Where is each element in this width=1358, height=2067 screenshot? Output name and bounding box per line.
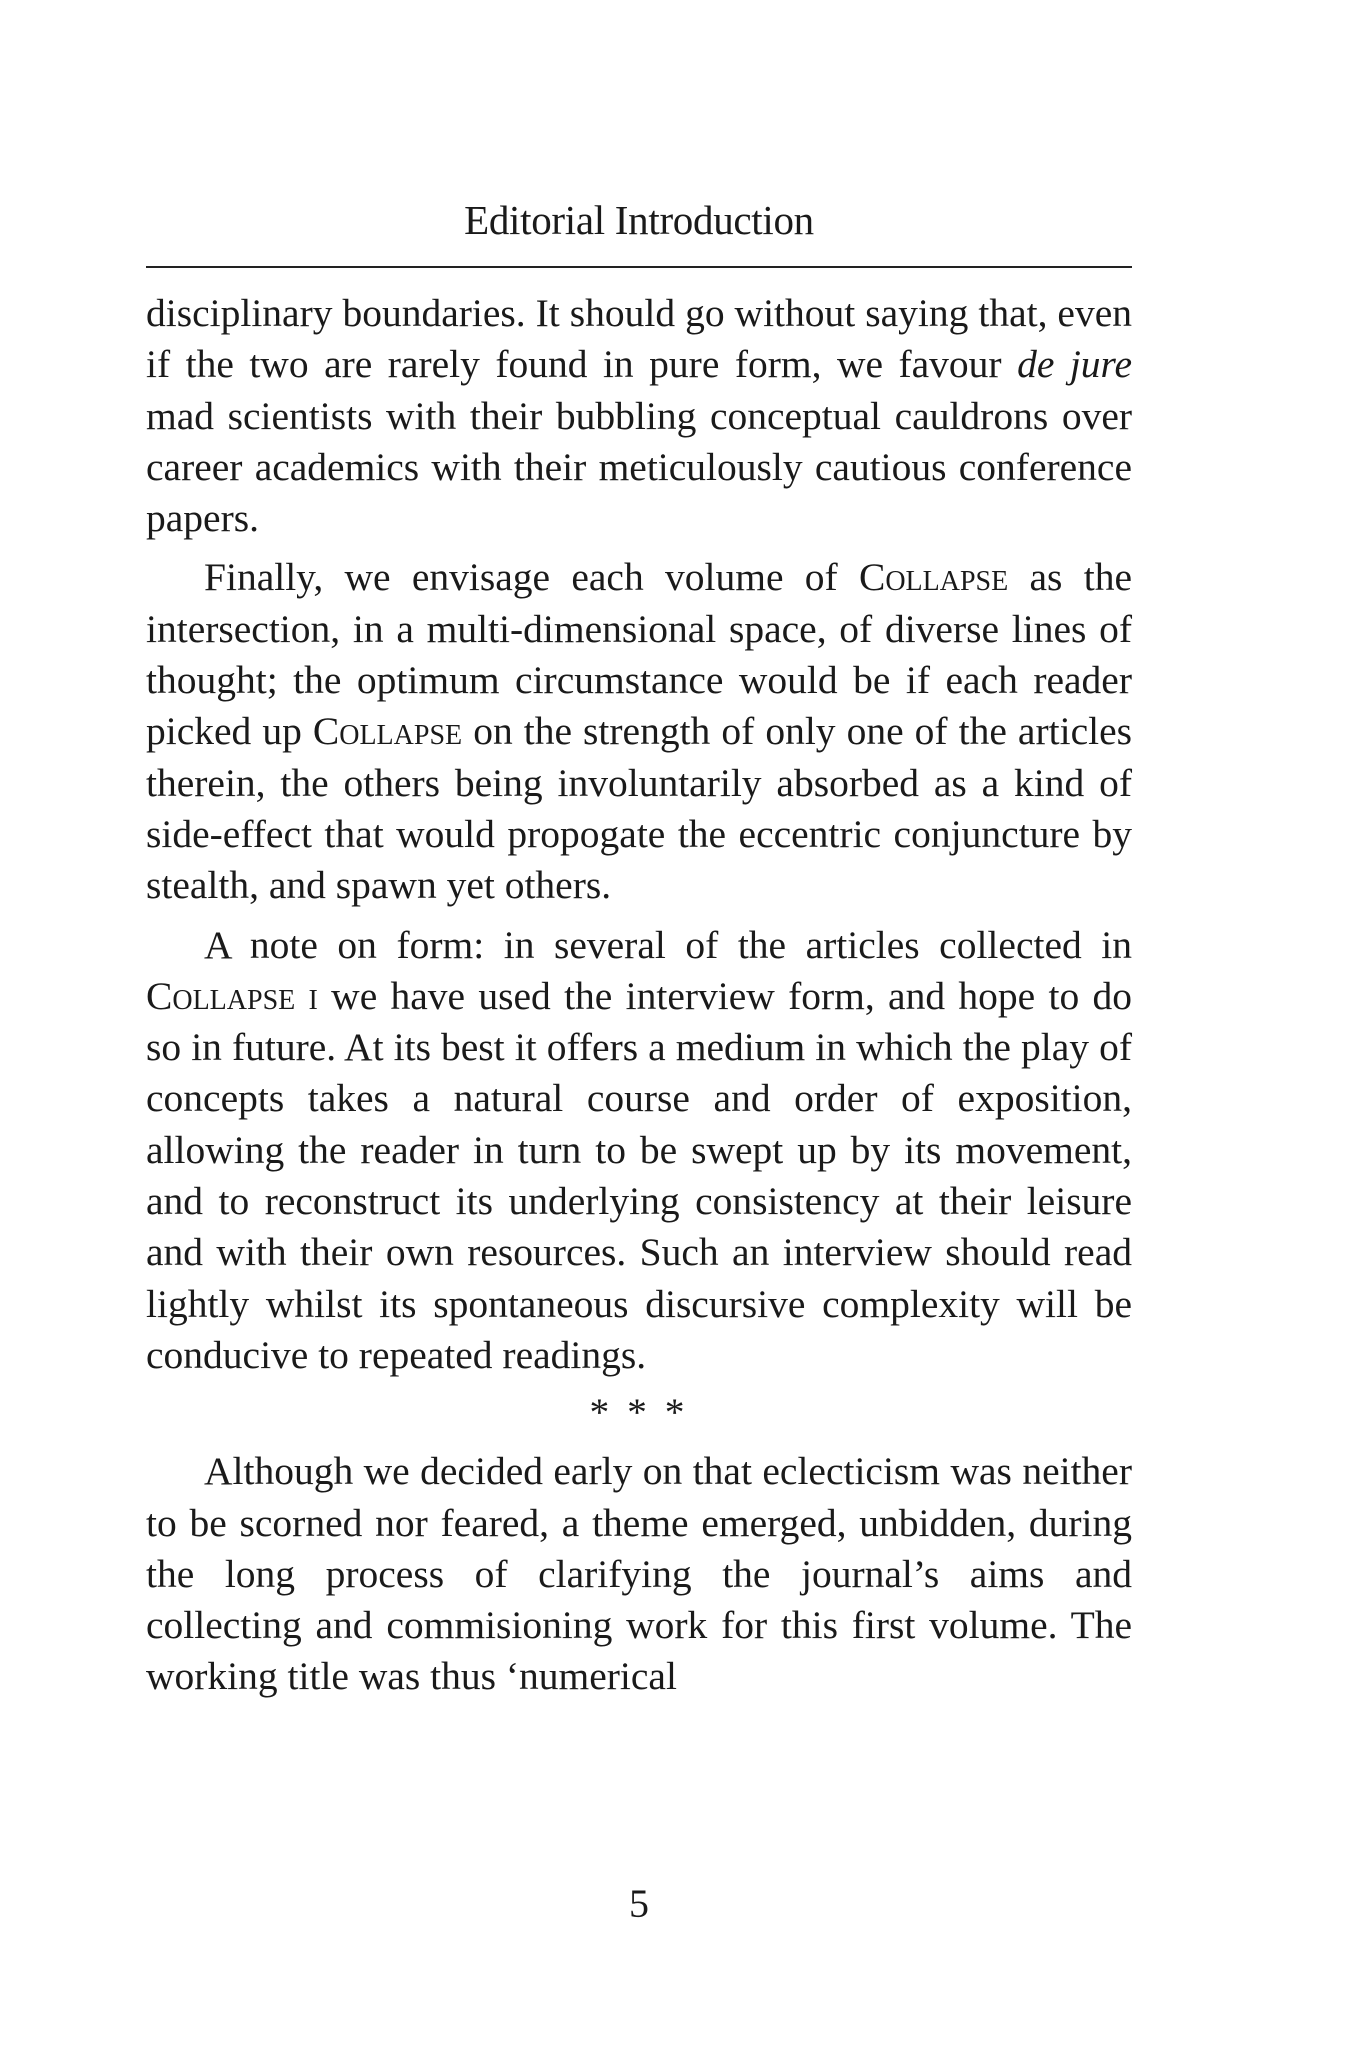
emphasis-de-jure: de jure: [1017, 342, 1132, 387]
paragraph-1-text: disciplinary boundaries. It should go without saying that, even if the two are rarely found in pure form, we favour: [146, 291, 1132, 387]
page-number: 5: [629, 1881, 649, 1926]
paragraph-3-text: A note on form: in several of the articles collected in: [204, 922, 1132, 967]
paragraph-2-text-cont: as the intersection, in a multi-dimensional space, of diverse lines of thought; the optimum circumstance would be if each reader picked up: [146, 555, 1132, 754]
section-break-asterisks: * * *: [589, 1390, 689, 1435]
journal-name-collapse: Collapse: [858, 555, 1009, 600]
paragraph-3: [146, 920, 1132, 1382]
journal-name-collapse-i: Collapse i: [146, 973, 318, 1018]
paragraph-3-text-cont: we have used the interview form, and hope to do so in future. At its best it offers a medium in which the play of concepts takes a natural course and order of exposition, allowing the reader in turn to be swept up by its movement, and to reconstruct its underlying consistency at their leisure and with their own resources. Such an interview should read lightly whilst its spontaneous discursive complexity will be conducive to repeated readings.: [146, 973, 1132, 1377]
paragraph-1: [146, 288, 1132, 544]
paragraph-2-text-end: on the strength of only one of the articles therein, the others being involuntarily absorbed as a kind of side-effect that would propogate the eccentric conjuncture by stealth, and spawn yet others.: [146, 709, 1132, 908]
journal-name-collapse: Collapse: [312, 709, 463, 754]
paragraph-1-text-cont: mad scientists with their bubbling conceptual cauldrons over career academics with their meticulously cautious conference papers.: [146, 393, 1132, 541]
body-text: [146, 288, 1132, 1703]
paragraph-2: [146, 552, 1132, 911]
paragraph-4: [146, 1446, 1132, 1702]
running-head-title: Editorial Introduction: [464, 197, 814, 243]
paragraph-2-text: Finally, we envisage each volume of: [204, 555, 859, 600]
paragraph-4-text: Although we decided early on that eclecticism was neither to be scorned nor feared, a theme emerged, unbidden, during the long process of clarifying the journal’s aims and collecting and commisioning work for this first volume. The working title was thus ‘numerical: [146, 1449, 1132, 1699]
document-page: [146, 0, 1132, 2067]
header-rule: [146, 266, 1132, 268]
